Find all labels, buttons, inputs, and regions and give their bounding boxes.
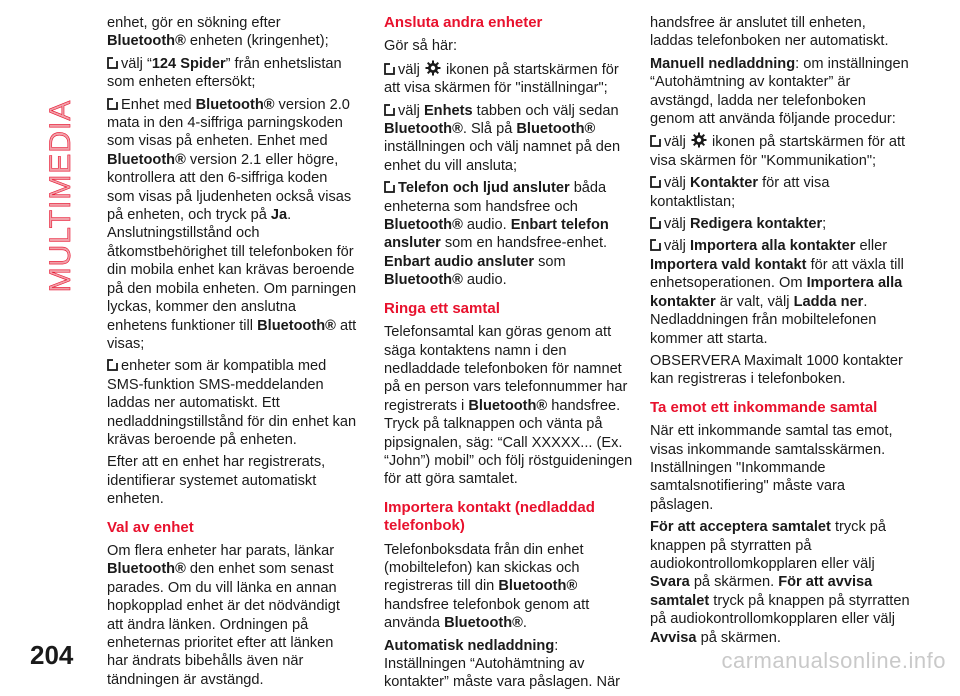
heading-val-av-enhet: Val av enhet — [107, 518, 194, 536]
bullet-item: välj Redigera kontakter; — [650, 215, 910, 233]
bullet-item: enheter som är kompatibla med SMS-funktion SMS-meddelanden laddas ner automatiskt. Ett nedladdningstillstånd för din enhet kan krävas beroende på enheten. — [107, 358, 357, 448]
paragraph: Telefonsamtal kan göras genom att säga kontaktens namn i den nedladdade telefonboken för namnet på en person vars telefonnummer har registrerats i Bluetooth® handsfree. Tryck på talknappen och vänta på pipsignalen, säg: “Call XXXXX... (Ex. “John”) mobil” och följ röstguideningen för att göra samtalet. — [384, 324, 633, 488]
bullet-icon — [650, 176, 661, 188]
bullet-icon — [107, 98, 118, 110]
bullet-item: välj ikonen på startskärmen för att visa skärmen för "inställningar"; — [384, 61, 619, 97]
bullet-item: välj Kontakter för att visa kontaktlistan; — [650, 175, 830, 210]
paragraph: Automatisk nedladdning: Inställningen “Autohämtning av kontakter” måste vara påslagen. När — [384, 637, 621, 691]
paragraph: Efter att en enhet har registrerats, identifierar systemet automatiskt enheten. — [107, 454, 326, 508]
paragraph: Manuell nedladdning: om inställningen “Autohämtning av kontakter” är avstängd, ladda ner telefonboken genom att använda följande procedur: — [650, 55, 909, 128]
bullet-icon — [650, 239, 661, 251]
settings-gear-icon — [425, 60, 441, 76]
section-title — [22, 28, 82, 328]
paragraph: Om flera enheter har parats, länkar Bluetooth® den enhet som senast parades. Om du vill länka en annan hopkopplad enhet är det nödvändigt att ändra länken. Ordningen på enheternas prioritet efter att länken har ändrats bibehålls även när tändningen är avstängd. — [107, 542, 340, 688]
heading-ansluta-andra-enheter: Ansluta andra enheter — [384, 14, 543, 31]
paragraph: När ett inkommande samtal tas emot, visas inkommande samtalsskärmen. Inställningen "Inkommande samtalsnotifiering" måste vara påslagen. — [650, 423, 893, 513]
bullet-icon — [384, 104, 395, 116]
heading-importera-kontakt: Importera kontakt (nedladdad telefonbok) — [384, 498, 595, 535]
paragraph: handsfree är anslutet till enheten, laddas telefonboken ner automatiskt. — [650, 15, 889, 50]
bullet-item: välj “124 Spider” från enhetslistan som enheten eftersökt; — [107, 55, 342, 91]
bullet-item: välj ikonen på startskärmen för att visa skärmen för "Kommunikation"; — [650, 134, 906, 169]
bullet-icon — [650, 217, 661, 229]
bullet-icon — [650, 135, 661, 147]
bullet-icon — [107, 359, 118, 371]
bullet-icon — [384, 181, 395, 193]
paragraph: För att acceptera samtalet tryck på knappen på styrratten på audiokontrollomkopplaren eller välj Svara på skärmen. För att avvisa samtalet tryck på knappen på styrratten på audiokontrollomkopplaren eller välj Avvisa på skärmen. — [650, 519, 910, 646]
page-number: 204 — [30, 640, 74, 670]
heading-ta-emot-samtal: Ta emot ett inkommande samtal — [650, 398, 878, 416]
bullet-icon — [107, 57, 118, 69]
bullet-item: Telefon och ljud ansluter båda enheterna som handsfree och Bluetooth® audio. Enbart telefon ansluter som en handsfree-enhet. Enbart audio ansluter som Bluetooth® audio. — [384, 180, 609, 289]
bullet-item: välj Enhets tabben och välj sedan Bluetooth®. Slå på Bluetooth® inställningen och välj namnet på den enhet du vill ansluta; — [384, 102, 621, 174]
heading-ringa-ett-samtal: Ringa ett samtal — [384, 299, 500, 317]
column-2 — [384, 14, 634, 696]
paragraph: enhet, gör en sökning efter Bluetooth® enheten (kringenhet); — [107, 15, 329, 50]
settings-gear-icon — [691, 132, 707, 148]
column-1 — [107, 14, 357, 693]
bullet-item: välj Importera alla kontakter eller Importera vald kontakt för att växla till enhetsoperationen. Om Importera alla kontakter är valt, välj Ladda ner. Nedladdningen från mobiltelefonen kommer att starta. — [650, 238, 904, 347]
paragraph: Gör så här: — [384, 38, 457, 55]
watermark: carmanualsonline.info — [721, 648, 946, 673]
section-title-text: MULTIMEDIA — [44, 99, 77, 293]
paragraph: OBSERVERA Maximalt 1000 kontakter kan registreras i telefonboken. — [650, 352, 903, 388]
paragraph: Telefonboksdata från din enhet (mobiltelefon) kan skickas och registreras till din Bluetooth® handsfree telefonbok genom att använda Bluetooth®. — [384, 541, 590, 632]
bullet-item: Enhet med Bluetooth® version 2.0 mata in den 4-siffriga parningskoden som visas på enheten. Enhet med Bluetooth® version 2.1 eller högre, kontrollera att den 6-siffriga koden som visas på ljudenheten också visas på enheten, och tryck på Ja. Anslutningstillstånd och åtkomstbehörighet till telefonboken för din mobila enhet kan krävas beroende på den mobila enheten. Om parningen lyckas, kommer den anslutna enhetens funktioner till Bluetooth® att visas; — [107, 96, 357, 352]
bullet-icon — [384, 63, 395, 75]
column-3 — [650, 14, 910, 651]
